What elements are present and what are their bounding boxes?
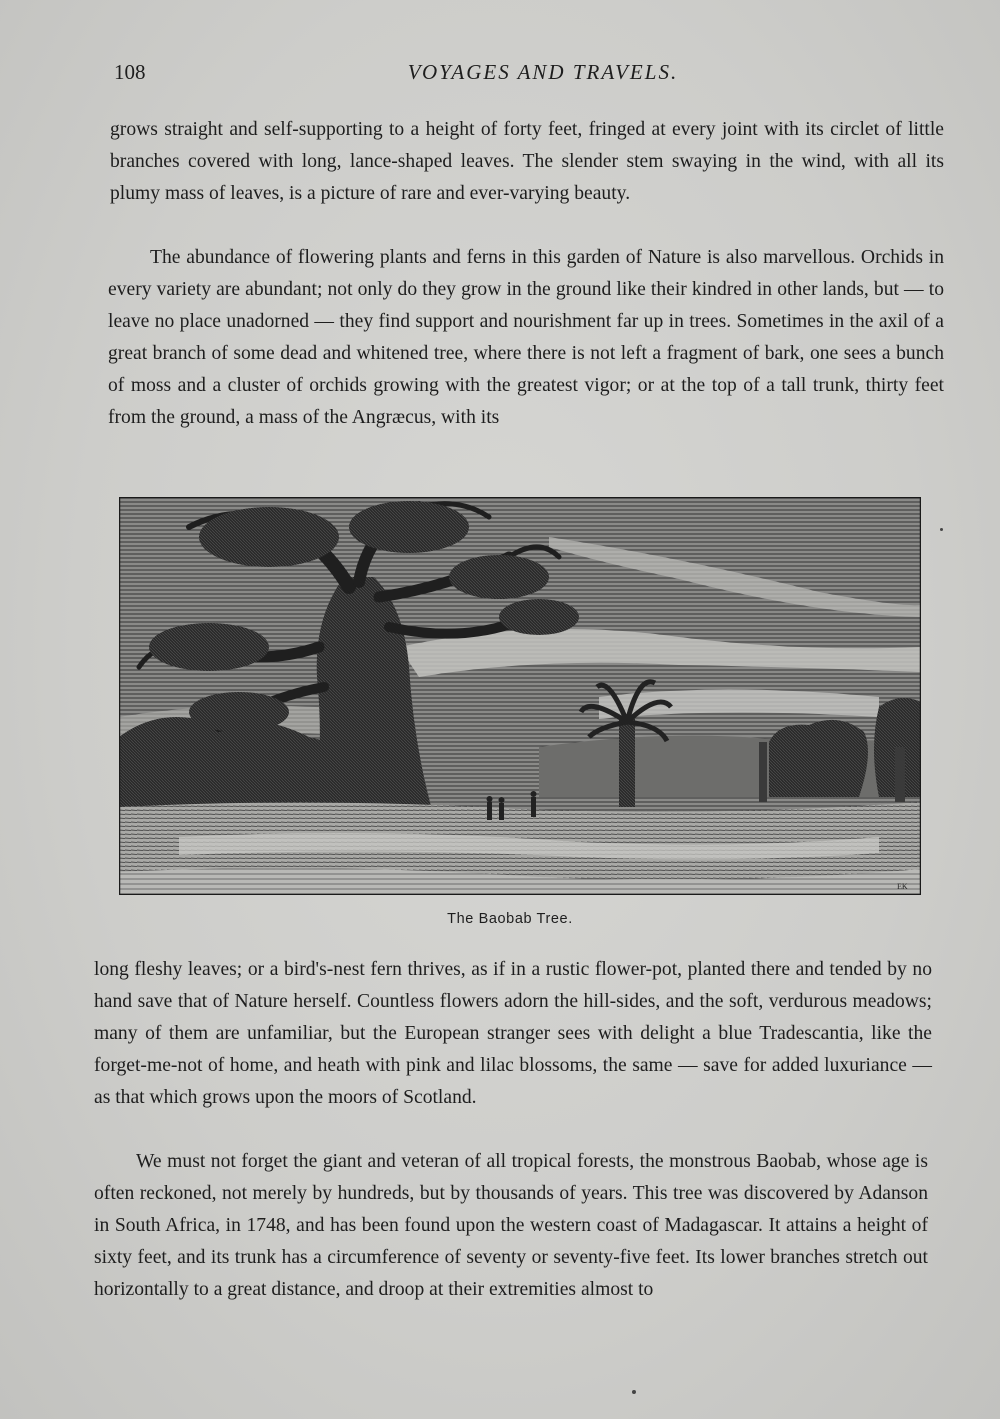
- paper-speck: [632, 1390, 636, 1394]
- figure-caption: The Baobab Tree.: [447, 911, 573, 927]
- svg-text:EK: EK: [897, 882, 908, 891]
- paragraph-2: The abundance of flowering plants and ferns in this garden of Nature is also marvellous. Orchids in every variety are abundant; not only do they grow in the ground like their kindred in other lands, but — to leave no place unadorned — they find support and nourishment far up in trees. Sometimes in the axil of a great branch of some dead and whitened tree, where there is not left a fragment of bark, one sees a bunch of moss and a cluster of orchids growing with the greatest vigor; or at the top of a tall trunk, thirty feet from the ground, a mass of the Angræcus, with its: [108, 247, 944, 428]
- paragraph-1: grows straight and self-supporting to a height of forty feet, fringed at every joint with its circlet of little branches covered with long, lance-shaped leaves. The slender stem swaying in the wind, with all its plumy mass of leaves, is a picture of rare and ever-varying beauty.: [110, 119, 944, 204]
- baobab-engraving: [119, 497, 921, 895]
- paper-speck: [940, 528, 943, 531]
- running-title: VOYAGES AND TRAVELS.: [407, 60, 679, 84]
- page-header: [108, 60, 938, 94]
- paragraph-4: We must not forget the giant and veteran of all tropical forests, the monstrous Baobab, whose age is often reckoned, not merely by hundreds, but by thousands of years. This tree was discovered by Adanson in South Africa, in 1748, and has been found upon the western coast of Madagascar. It attains a height of sixty feet, and its trunk has a circumference of seventy or seventy-five feet. Its lower branches stretch out horizontally to a great distance, and droop at their extremities almost to: [94, 1151, 928, 1300]
- engraving-illustration: [119, 497, 921, 895]
- paragraph-3: long fleshy leaves; or a bird's-nest fern thrives, as if in a rustic flower-pot, planted there and tended by no hand save that of Nature herself. Countless flowers adorn the hill-sides, and the soft, verdurous meadows; many of them are unfamiliar, but the European stranger sees with delight a blue Tradescantia, like the forget-me-not of home, and heath with pink and lilac blossoms, the same — save for added luxuriance — as that which grows upon the moors of Scotland.: [94, 959, 932, 1108]
- page-number: 108: [114, 60, 146, 84]
